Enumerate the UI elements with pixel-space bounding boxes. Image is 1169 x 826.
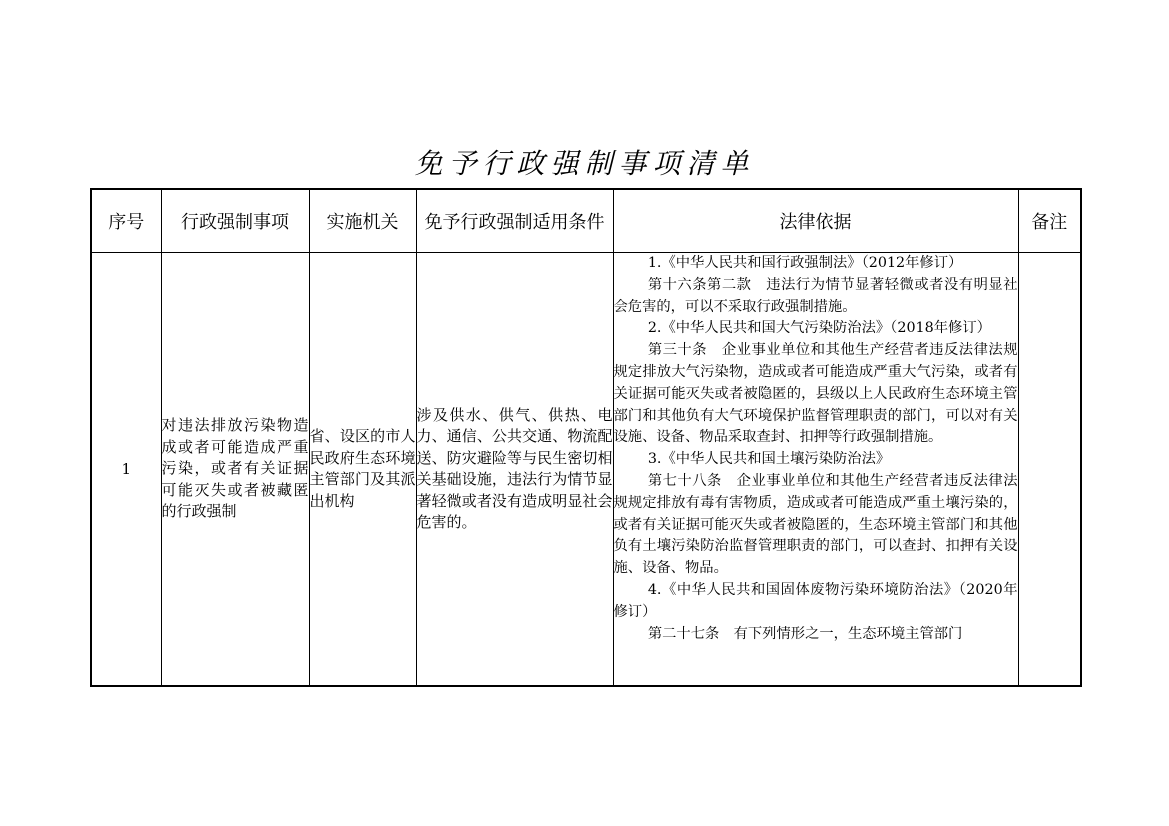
law-paragraph: 3.《中华人民共和国土壤污染防治法》 xyxy=(647,451,891,468)
law-paragraph: 第十六条第二款 违法行为情节显著轻微或者没有明显社会危害的，可以不采取行政强制措施。 xyxy=(613,276,1018,315)
header-agency: 实施机关 xyxy=(309,189,416,253)
table-header-row xyxy=(91,189,1081,253)
page-title: 免予行政强制事项清单 xyxy=(414,147,755,180)
row-item: 对违法排放污染物造成或者可能造成严重污染，或者有关证据可能灭失或者被藏匿的行政强制 xyxy=(161,253,309,687)
row-agency: 省、设区的市人民政府生态环境主管部门及其派出机构 xyxy=(309,253,416,687)
law-paragraph: 第七十八条 企业事业单位和其他生产经营者违反法律法规规定排放有毒有害物质，造成或者可能造成严重土壤污染的，或者有关证据可能灭失或者被隐匿的，生态环境主管部门和其他负有土壤污染防治监督管理职责的部门，可以查封、扣押有关设施、设备、物品。 xyxy=(613,472,1018,577)
row-seq: 1 xyxy=(91,253,161,687)
table-row xyxy=(91,253,1081,687)
row-remark xyxy=(1018,253,1081,687)
header-remark: 备注 xyxy=(1018,189,1081,253)
header-condition: 免予行政强制适用条件 xyxy=(416,189,613,253)
row-condition: 涉及供水、供气、供热、电力、通信、公共交通、物流配送、防灾避险等与民生密切相关基础设施，违法行为情节显著轻微或者没有造成明显社会危害的。 xyxy=(416,253,613,687)
law-paragraph: 1.《中华人民共和国行政强制法》（2012年修订） xyxy=(647,255,963,271)
header-seq: 序号 xyxy=(91,189,161,253)
law-paragraph: 第二十七条 有下列情形之一，生态环境主管部门 xyxy=(647,625,963,642)
row-law xyxy=(613,253,1018,687)
law-paragraph: 2.《中华人民共和国大气污染防治法》（2018年修订） xyxy=(647,320,991,337)
exemption-table xyxy=(90,188,1082,687)
header-item: 行政强制事项 xyxy=(161,189,309,253)
law-paragraph: 4.《中华人民共和国固体废物污染环境防治法》（2020年修订） xyxy=(613,581,1018,620)
law-paragraph: 第三十条 企业事业单位和其他生产经营者违反法律法规规定排放大气污染物，造成或者可能造成严重大气污染，或者有关证据可能灭失或者被隐匿的，县级以上人民政府生态环境主管部门和其他负有大气环境保护监督管理职责的部门，可以对有关设施、设备、物品采取查封、扣押等行政强制措施。 xyxy=(613,342,1018,446)
header-law: 法律依据 xyxy=(613,189,1018,253)
